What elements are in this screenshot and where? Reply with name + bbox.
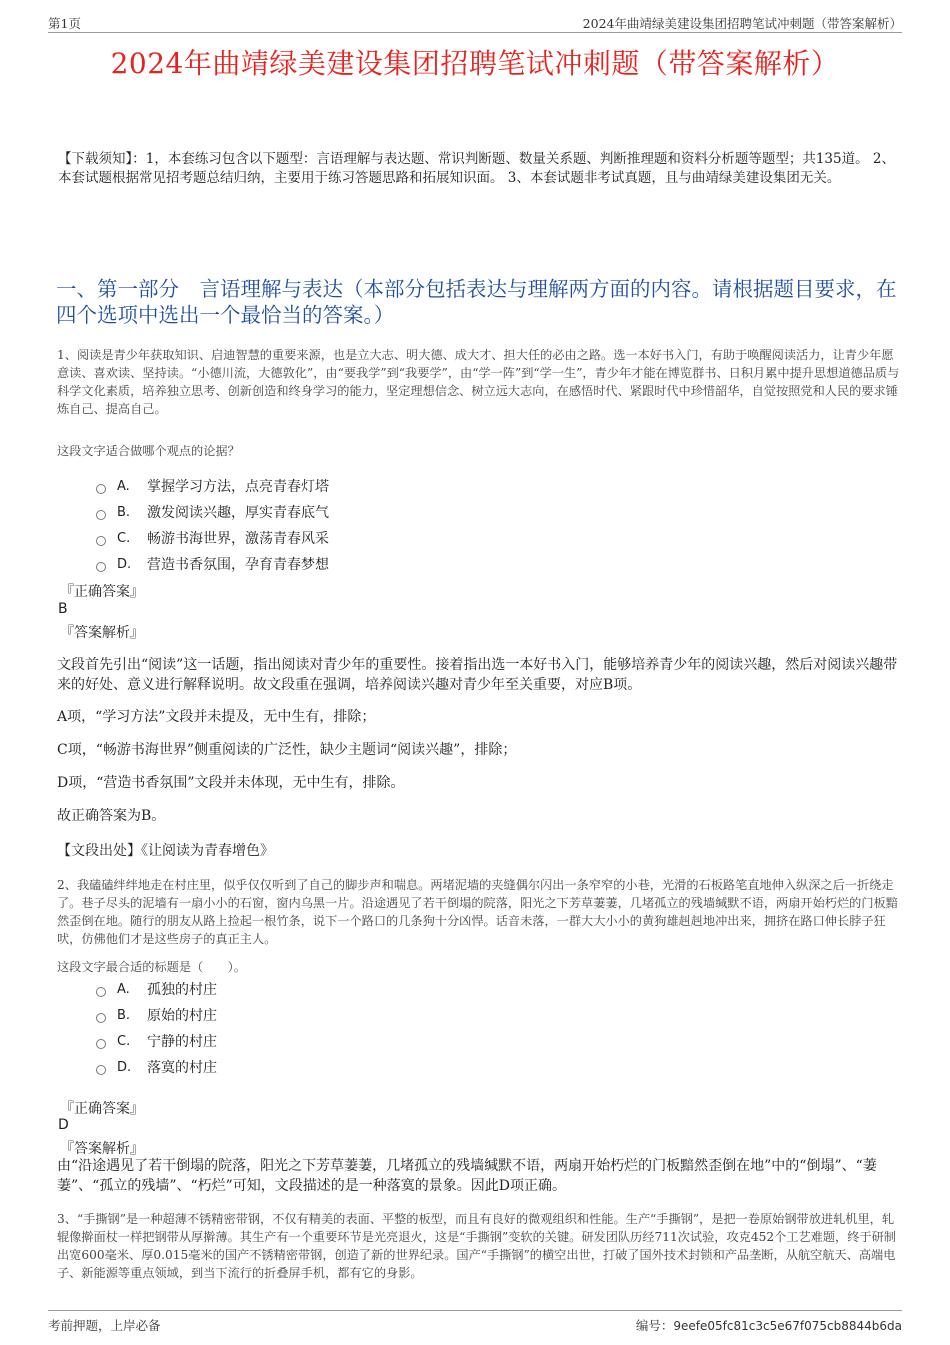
q1-option-b[interactable]: B. 激发阅读兴趣，厚实青春底气 [96,499,329,525]
q1-analysis-c: C项，“畅游书海世界”侧重阅读的广泛性，缺少主题词“阅读兴趣”，排除； [57,742,517,758]
page-title: 2024年曲靖绿美建设集团招聘笔试冲刺题（带答案解析） [110,47,840,80]
q1-stem: 1、阅读是青少年获取知识、启迪智慧的重要来源，也是立大志、明大德、成大才、担大任的必由之路。选一本好书入门，有助于唤醒阅读活力，让青少年愿意读、喜欢读、坚持读。“小德川流，大德敦化”，由“要我学”到“我要学”，由“学一阵”到“学一生”，青少年才能在博览群书、日积月累中提升思想道德品质与科学文化素质，培养独立思考、创新创造和终身学习的能力，坚定理想信念、树立远大志向，在感悟时代、紧跟时代中珍惜韶华，自觉按照党和人民的要求锤炼自己、提高自己。 [57,348,900,416]
download-notice: 【下载须知】：1，本套练习包含以下题型：言语理解与表达题、常识判断题、数量关系题、判断推理题和资料分析题等题型；共135道。 2、本套试题根据常见招考题总结归纳，主要用于练习答题思路和拓展知识面。 3、本套试题非考试真题，且与曲靖绿美建设集团无关。 [58,151,895,186]
q2-option-d[interactable]: D. 落寞的村庄 [96,1054,217,1080]
q2-correct-answer-label: 『正确答案』 [60,1101,144,1117]
footer-slogan: 考前押题，上岸必备 [48,1318,161,1333]
q1-conclusion: 故正确答案为B。 [57,808,166,824]
q1-option-c[interactable]: C. 畅游书海世界，激荡青春风采 [96,525,329,551]
radio-button[interactable] [96,536,106,546]
q1-question: 这段文字适合做哪个观点的论据？ [57,444,240,458]
q2-option-c[interactable]: C. 宁静的村庄 [96,1028,217,1054]
page-number: 第1页 [48,16,81,31]
q1-correct-answer-label: 『正确答案』 [60,584,144,600]
radio-button[interactable] [96,484,106,494]
q2-option-b[interactable]: B. 原始的村庄 [96,1002,217,1028]
q2-option-a[interactable]: A. 孤独的村庄 [96,976,217,1002]
q1-analysis-main: 文段首先引出“阅读”这一话题，指出阅读对青少年的重要性。接着指出选一本好书入门，能够培养青少年的阅读兴趣，然后对阅读兴趣带来的好处、意义进行解释说明。故文段重在强调，培养阅读兴趣对青少年至关重要，对应B项。 [57,657,898,693]
q2-analysis: 由“沿途遇见了若干倒塌的院落，阳光之下芳草萋萋，几堵孤立的残墙缄默不语，两扇开始朽烂的门板黯然歪倒在地”中的“倒塌”、“萋萋”、“孤立的残墙”、“朽烂”可知，文段描述的是一种落寞的景象。因此D项正确。 [57,1158,877,1194]
q1-analysis-label: 『答案解析』 [60,625,144,641]
q1-analysis-d: D项，“营造书香氛围”文段并未体现，无中生有，排除。 [57,775,405,791]
q1-source: 【文段出处】《让阅读为青春增色》 [57,843,274,859]
q2-stem: 2、我磕磕绊绊地走在村庄里，似乎仅仅听到了自己的脚步声和喘息。两堵泥墙的夹缝偶尔闪出一条窄窄的小巷，光滑的石板路笔直地伸入纵深之后一折绕走了。巷子尽头的泥墙有一扇小小的石窗，窗内乌黑一片。沿途遇见了若干倒塌的院落，阳光之下芳草萋萋，几堵孤立的残墙缄默不语，两扇开始朽烂的门板黯然歪倒在地。随行的朋友从路上捡起一根竹条，说下一个路口的几条狗十分凶悍。话音未落，一群大大小小的黄狗雄赳赳地冲出来，拥挤在路口伸长脖子狂吠，仿佛他们才是这些房子的真正主人。 [57,878,898,946]
q1-option-a[interactable]: A. 掌握学习方法，点亮青春灯塔 [96,473,329,499]
header-doc-title: 2024年曲靖绿美建设集团招聘笔试冲刺题（带答案解析） [582,16,902,31]
footer-code: 编号：9eefe05fc81c3c5e67f075cb8844b6da [635,1318,902,1333]
page-header [48,12,902,33]
section-title: 一、第一部分 言语理解与表达（本部分包括表达与理解两方面的内容。请根据题目要求，在四个选项中选出一个最恰当的答案。） [56,277,897,327]
radio-button[interactable] [96,562,106,572]
radio-button[interactable] [96,987,106,997]
q1-options [96,473,329,577]
radio-button[interactable] [96,510,106,520]
q2-analysis-label: 『答案解析』 [60,1141,144,1157]
q2-answer: D [58,1117,69,1133]
radio-button[interactable] [96,1013,106,1023]
q3-stem: 3、“手撕钢”是一种超薄不锈精密带钢，不仅有精美的表面、平整的板型，而且有良好的微观组织和性能。生产“手撕钢”，是把一卷原始钢带放进轧机里，轧辊像擀面杖一样把钢带从厚擀薄。其生产有一个重要环节是光亮退火，这是“手撕钢”变软的关键。研发团队历经711次试验，攻克452个工艺难题，终于研制出宽600毫米、厚0.015毫米的国产不锈精密带钢，创造了新的世界纪录。国产“手撕钢”的横空出世，打破了国外技术封锁和产品垄断，从航空航天、高端电子、新能源等重点领域，到当下流行的折叠屏手机，都有它的身影。 [57,1212,896,1280]
q2-question: 这段文字最合适的标题是（ ）。 [57,960,246,974]
radio-button[interactable] [96,1039,106,1049]
q1-answer: B [58,601,68,617]
q1-analysis-a: A项，“学习方法”文段并未提及，无中生有，排除； [57,709,376,725]
q1-option-d[interactable]: D. 营造书香氛围，孕育青春梦想 [96,551,329,577]
q2-options [96,976,217,1080]
radio-button[interactable] [96,1065,106,1075]
page-footer [48,1310,902,1335]
